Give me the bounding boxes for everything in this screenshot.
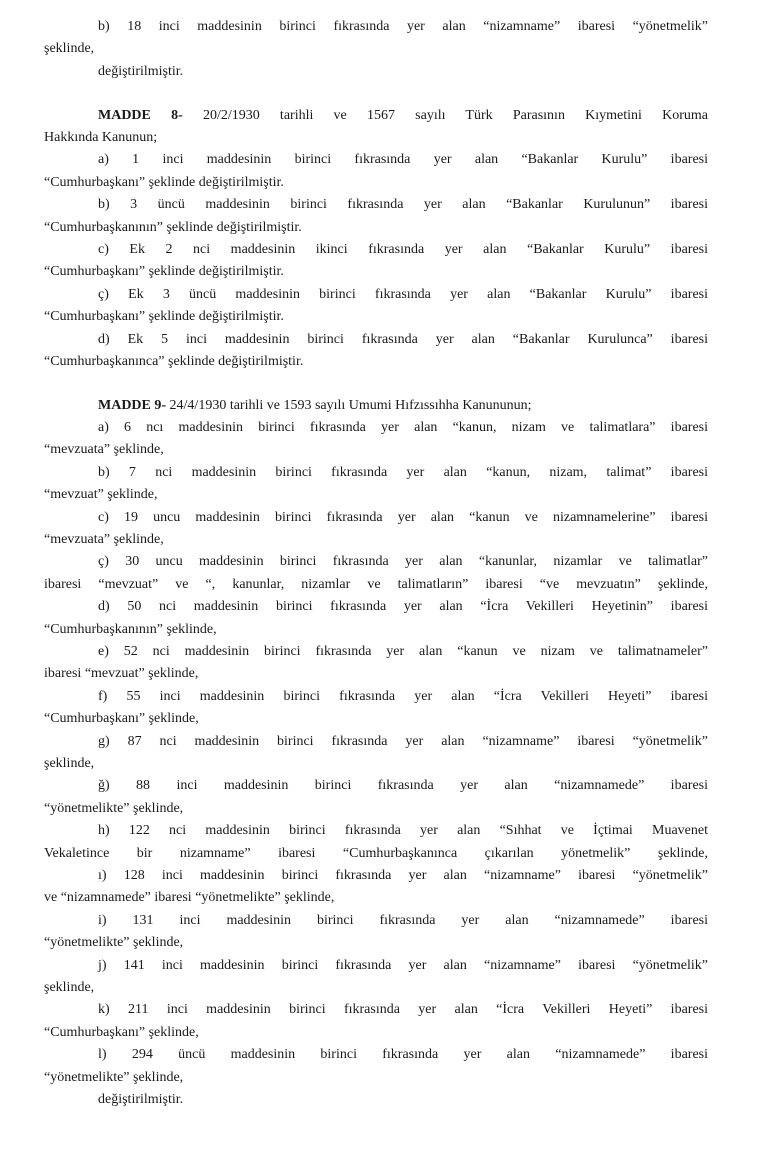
article-number: MADDE 8- [98, 107, 183, 123]
text-line: ç) Ek 3 üncü maddesinin birinci fıkrasında yer alan “Bakanlar Kurulu” ibaresi [98, 286, 708, 302]
text-line: “Cumhurbaşkanının” şeklinde, [44, 621, 217, 637]
text-line: ç) 30 uncu maddesinin birinci fıkrasında yer alan “kanunlar, nizamlar ve talimatlar” [98, 554, 708, 570]
text-line: Hakkında Kanunun; [44, 129, 158, 145]
text-line: j) 141 inci maddesinin birinci fıkrasında yer alan “nizamname” ibaresi “yönetmelik” [98, 957, 708, 973]
text-line: ibaresi “mevzuat” şeklinde, [44, 666, 199, 682]
text-line: “Cumhurbaşkanı” şeklinde değiştirilmiştir. [44, 174, 284, 190]
text-line: b) 3 üncü maddesinin birinci fıkrasında yer alan “Bakanlar Kurulunun” ibaresi [98, 197, 708, 213]
text-line: k) 211 inci maddesinin birinci fıkrasında yer alan “İcra Vekilleri Heyeti” ibaresi [98, 1002, 708, 1018]
text-line: b) 7 nci maddesinin birinci fıkrasında yer alan “kanun, nizam, talimat” ibaresi [98, 464, 708, 480]
article-heading-line [98, 395, 708, 417]
text-line: c) 19 uncu maddesinin birinci fıkrasında yer alan “kanun ve nizamnamelerine” ibaresi [98, 509, 708, 525]
text-line: “mevzuata” şeklinde, [44, 442, 164, 458]
article-title-text: 20/2/1930 tarihli ve 1567 sayılı Türk Parasının Kıymetini Koruma [182, 107, 708, 123]
text-line: “yönetmelikte” şeklinde, [44, 935, 184, 951]
text-line: “Cumhurbaşkanı” şeklinde değiştirilmiştir. [44, 264, 284, 280]
text-line: ı) 128 inci maddesinin birinci fıkrasında yer alan “nizamname” ibaresi “yönetmelik” [98, 868, 708, 883]
text-line: ve “nizamnamede” ibaresi “yönetmelikte” şeklinde, [44, 890, 335, 906]
text-line: “Cumhurbaşkanı” şeklinde, [44, 711, 199, 727]
text-line: “Cumhurbaşkanınca” şeklinde değiştirilmiştir. [44, 353, 304, 369]
article-title-text: 24/4/1930 tarihli ve 1593 sayılı Umumi Hıfzıssıhha Kanununun; [166, 397, 532, 413]
text-line: ibaresi “mevzuat” ve “, kanunlar, nizamlar ve talimatların” ibaresi “ve mevzuatın” şeklinde, [44, 576, 708, 592]
text-line: değiştirilmiştir. [98, 1092, 184, 1107]
text-line: e) 52 nci maddesinin birinci fıkrasında yer alan “kanun ve nizam ve talimatnameler” [98, 644, 708, 659]
text-line: “yönetmelikte” şeklinde, [44, 1069, 184, 1085]
text-line: “yönetmelikte” şeklinde, [44, 800, 184, 816]
text-line: i) 131 inci maddesinin birinci fıkrasında yer alan “nizamnamede” ibaresi [98, 912, 708, 928]
text-line: a) 1 inci maddesinin birinci fıkrasında yer alan “Bakanlar Kurulu” ibaresi [98, 152, 708, 168]
text-line: d) 50 nci maddesinin birinci fıkrasında yer alan “İcra Vekilleri Heyetinin” ibaresi [98, 599, 708, 615]
text-line: c) Ek 2 nci maddesinin ikinci fıkrasında yer alan “Bakanlar Kurulu” ibaresi [98, 241, 708, 257]
text-line: “Cumhurbaşkanı” şeklinde değiştirilmiştir. [44, 309, 284, 325]
text-line: l) 294 üncü maddesinin birinci fıkrasında yer alan “nizamnamede” ibaresi [98, 1047, 708, 1063]
text-line: şeklinde, [44, 41, 95, 57]
text-line: şeklinde, [44, 980, 95, 995]
text-line: f) 55 inci maddesinin birinci fıkrasında yer alan “İcra Vekilleri Heyeti” ibaresi [98, 688, 708, 704]
text-line: Vekaletince bir nizamname” ibaresi “Cumhurbaşkanınca çıkarılan yönetmelik” şeklinde, [44, 845, 708, 861]
text-line: b) 18 inci maddesinin birinci fıkrasında yer alan “nizamname” ibaresi “yönetmelik” [98, 19, 708, 34]
text-line: “mevzuat” şeklinde, [44, 487, 158, 503]
text-line: d) Ek 5 inci maddesinin birinci fıkrasında yer alan “Bakanlar Kurulunca” ibaresi [98, 331, 708, 347]
text-line: değiştirilmiştir. [98, 63, 184, 79]
text-line: şeklinde, [44, 756, 95, 771]
text-line: “Cumhurbaşkanının” şeklinde değiştirilmiştir. [44, 219, 302, 235]
article-number: MADDE 9- [98, 397, 167, 413]
text-line: ğ) 88 inci maddesinin birinci fıkrasında yer alan “nizamnamede” ibaresi [98, 778, 708, 794]
text-line: a) 6 ncı maddesinin birinci fıkrasında yer alan “kanun, nizam ve talimatlara” ibaresi [98, 420, 708, 435]
text-line: g) 87 nci maddesinin birinci fıkrasında yer alan “nizamname” ibaresi “yönetmelik” [98, 733, 708, 749]
text-line: “mevzuata” şeklinde, [44, 532, 164, 547]
text-line: h) 122 nci maddesinin birinci fıkrasında yer alan “Sıhhat ve İçtimai Muavenet [98, 823, 708, 839]
article-heading-line [98, 105, 708, 127]
text-line: “Cumhurbaşkanı” şeklinde, [44, 1024, 199, 1040]
